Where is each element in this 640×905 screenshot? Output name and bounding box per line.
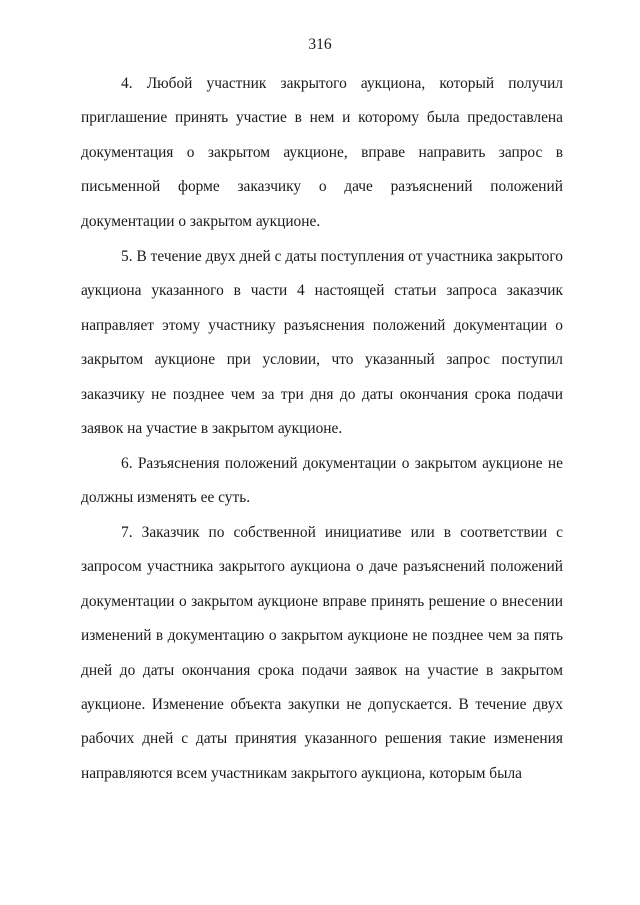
page-number: 316 bbox=[308, 36, 332, 53]
paragraph-4: 4. Любой участник закрытого аукциона, который получил приглашение принять участие в нем и которому была предоставлена документация о закрытом аукционе, вправе направить запрос в письменной форме заказчику о даче разъяснений положений документации о закрытом аукционе. bbox=[81, 75, 563, 230]
paragraph-5: 5. В течение двух дней с даты поступления от участника закрытого аукциона указанного в части 4 настоящей статьи запроса заказчик направляет этому участнику разъяснения положений документации о закрытом аукционе при условии, что указанный запрос поступил заказчику не позднее чем за три дня до даты окончания срока подачи заявок на участие в закрытом аукционе. bbox=[81, 248, 563, 438]
paragraph-7: 7. Заказчик по собственной инициативе или в соответствии с запросом участника закрытого аукциона о даче разъяснений положений документации о закрытом аукционе вправе принять решение о внесении изменений в документацию о закрытом аукционе не позднее чем за пять дней до даты окончания срока подачи заявок на участие в закрытом аукционе. Изменение объекта закупки не допускается. В течение двух рабочих дней с даты принятия указанного решения такие изменения направляются всем участникам закрытого аукциона, которым была bbox=[81, 524, 563, 782]
paragraph-6: 6. Разъяснения положений документации о закрытом аукционе не должны изменять ее суть. bbox=[81, 455, 563, 507]
